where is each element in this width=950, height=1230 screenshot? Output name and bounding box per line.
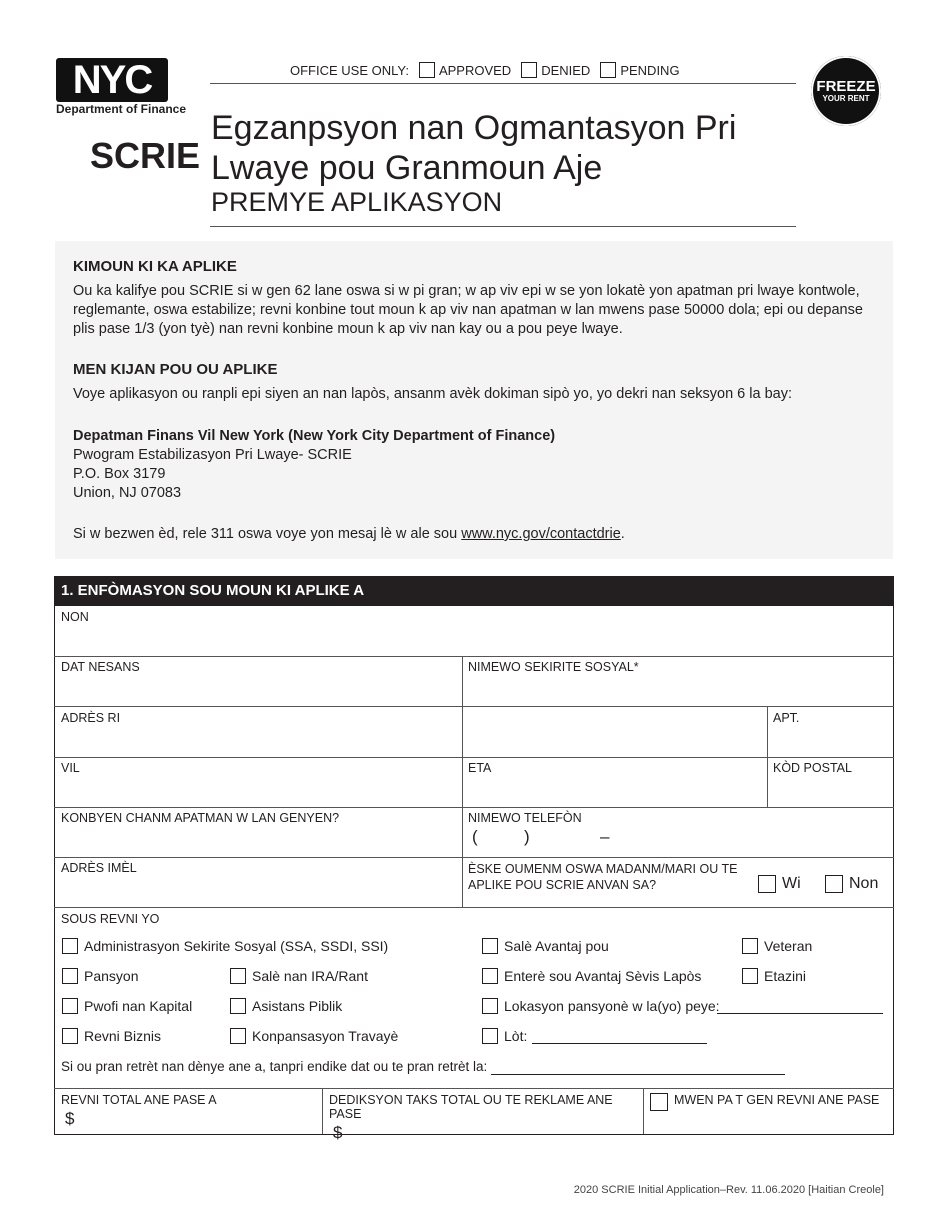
dob-field[interactable]: DAT NESANS (61, 660, 140, 674)
src-workers-checkbox[interactable] (230, 1028, 246, 1044)
how-heading: MEN KIJAN POU OU APLIKE (73, 361, 278, 378)
src-labor-checkbox[interactable] (482, 968, 498, 984)
src-public-option[interactable]: Asistans Piblik (230, 998, 342, 1014)
row-divider (54, 807, 894, 808)
header-rule-top (210, 83, 796, 84)
footer-text: 2020 SCRIE Initial Application–Rev. 11.06.2020 [Haitian Creole] (573, 1184, 884, 1196)
total-income-field[interactable]: REVNI TOTAL ANE PASE A $ (61, 1093, 217, 1128)
src-location-checkbox[interactable] (482, 998, 498, 1014)
bedrooms-field[interactable]: KONBYEN CHANM APATMAN W LAN GENYEN? (61, 811, 340, 825)
denied-label: DENIED (541, 62, 591, 78)
program-name: SCRIE (90, 135, 201, 176)
info-box (55, 241, 893, 559)
pending-label: PENDING (620, 62, 680, 78)
approved-checkbox[interactable] (419, 62, 435, 78)
src-sale-checkbox[interactable] (482, 938, 498, 954)
approved-label: APPROVED (438, 62, 512, 78)
section-heading: 1. ENFÒMASYON SOU MOUN KI APLIKE A (54, 576, 894, 606)
ssn-field[interactable]: NIMEWO SEKIRITE SOSYAL* (468, 660, 639, 674)
src-state-checkbox[interactable] (742, 968, 758, 984)
src-sale-option[interactable]: Salè Avantaj pou (482, 938, 609, 954)
row-divider (54, 706, 894, 707)
contact-link[interactable]: www.nyc.gov/contactdrie (461, 526, 621, 542)
src-location-option[interactable]: Lokasyon pansyonè w la(yo) peye: (482, 998, 720, 1014)
prior-no-checkbox[interactable] (825, 875, 843, 893)
src-veteran-option[interactable]: Veteran (742, 938, 812, 954)
row-divider (54, 857, 894, 858)
row-divider (54, 757, 894, 758)
src-ssa-checkbox[interactable] (62, 938, 78, 954)
src-capital-checkbox[interactable] (62, 998, 78, 1014)
header-rule-bottom (210, 226, 796, 227)
state-field[interactable]: ETA (468, 761, 492, 775)
col-divider (643, 1088, 644, 1134)
src-other-line[interactable] (532, 1043, 707, 1044)
src-labor-option[interactable]: Enterè sou Avantaj Sèvis Lapòs (482, 968, 701, 984)
office-use-row (290, 62, 680, 78)
prior-yes-checkbox[interactable] (758, 875, 776, 893)
src-ssa-option[interactable]: Administrasyon Sekirite Sosyal (SSA, SSDI, SSI) (62, 938, 388, 954)
pending-checkbox[interactable] (600, 62, 616, 78)
prior-application-question: ÈSKE OUMENM OSWA MADANM/MARI OU TE APLIKE POU SCRIE ANVAN SA? (468, 862, 738, 892)
src-veteran-checkbox[interactable] (742, 938, 758, 954)
src-state-option[interactable]: Etazini (742, 968, 806, 984)
src-ira-option[interactable]: Salè nan IRA/Rant (230, 968, 368, 984)
src-pension-option[interactable]: Pansyon (62, 968, 138, 984)
zip-field[interactable]: KÒD POSTAL (773, 761, 852, 775)
retired-date-line[interactable] (491, 1074, 785, 1075)
address-line2: P.O. Box 3179 (73, 466, 166, 482)
no-income-checkbox[interactable] (650, 1093, 668, 1111)
apt-field[interactable]: APT. (773, 711, 800, 725)
address-name: Depatman Finans Vil New York (New York City Department of Finance) (73, 428, 556, 444)
page-title: Egzanpsyon nan Ogmantasyon Pri Lwaye pou Granmoun Aje (211, 109, 737, 187)
denied-checkbox[interactable] (521, 62, 537, 78)
how-text: Voye aplikasyon ou ranpli epi siyen an nan lapòs, ansanm avèk dokiman sipò yo, yo dekri nan seksyon 6 la bay: (73, 386, 792, 402)
prior-no-option[interactable]: Non (825, 875, 878, 893)
freeze-rent-badge: FREEZE YOUR RENT (811, 56, 881, 126)
total-deduction-field[interactable]: DEDIKSYON TAKS TOTAL OU TE REKLAME ANE PASE $ (329, 1093, 613, 1142)
street-field[interactable]: ADRÈS RI (61, 711, 121, 725)
src-other-option[interactable]: Lòt: (482, 1028, 527, 1044)
col-divider (462, 656, 463, 907)
help-text: Si w bezwen èd, rele 311 oswa voye yon mesaj lè w ale sou www.nyc.gov/contactdrie. (73, 526, 625, 542)
src-business-checkbox[interactable] (62, 1028, 78, 1044)
income-sources-label: SOUS REVNI YO (61, 912, 160, 926)
src-ira-checkbox[interactable] (230, 968, 246, 984)
address-line3: Union, NJ 07083 (73, 485, 182, 501)
nyc-logo: NYC (56, 58, 168, 102)
col-divider (767, 706, 768, 807)
src-business-option[interactable]: Revni Biznis (62, 1028, 161, 1044)
src-pension-checkbox[interactable] (62, 968, 78, 984)
src-workers-option[interactable]: Konpansasyon Travayè (230, 1028, 398, 1044)
address-line1: Pwogram Estabilizasyon Pri Lwaye- SCRIE (73, 447, 352, 463)
row-divider (54, 656, 894, 657)
department-name: Department of Finance (56, 102, 187, 116)
no-income-option[interactable]: MWEN PA T GEN REVNI ANE PASE (650, 1093, 879, 1111)
src-other-checkbox[interactable] (482, 1028, 498, 1044)
prior-yes-option[interactable]: Wi (758, 875, 801, 893)
city-field[interactable]: VIL (61, 761, 80, 775)
retired-text: Si ou pran retrèt nan dènye ane a, tanpri endike dat ou te pran retrèt la: (61, 1059, 488, 1074)
email-field[interactable]: ADRÈS IMÈL (61, 861, 137, 875)
src-location-line[interactable] (717, 1013, 883, 1014)
who-text: Ou ka kalifye pou SCRIE si w gen 62 lane oswa si w pi gran; w ap viv epi w se yon lokatè yon apatman pri lwaye kontwole, reglemante, oswa estabilize; revni konbine tout moun k ap viv nan apatman w lan mwens pase 50000 dola; epi ou depanse plis pase 1/3 (yon tyè) nan revni konbine moun k ap viv nan kay ou a pou peye lwaye. (73, 283, 863, 337)
office-use-label: OFFICE USE ONLY: (290, 62, 409, 78)
src-public-checkbox[interactable] (230, 998, 246, 1014)
page-subtitle: PREMYE APLIKASYON (211, 187, 503, 217)
col-divider (322, 1088, 323, 1134)
row-divider (54, 907, 894, 908)
src-capital-option[interactable]: Pwofi nan Kapital (62, 998, 192, 1014)
name-field[interactable]: NON (61, 610, 89, 624)
phone-field[interactable]: NIMEWO TELEFÒN ( ) – (468, 811, 610, 846)
who-heading: KIMOUN KI KA APLIKE (73, 258, 237, 275)
row-divider (54, 1088, 894, 1089)
